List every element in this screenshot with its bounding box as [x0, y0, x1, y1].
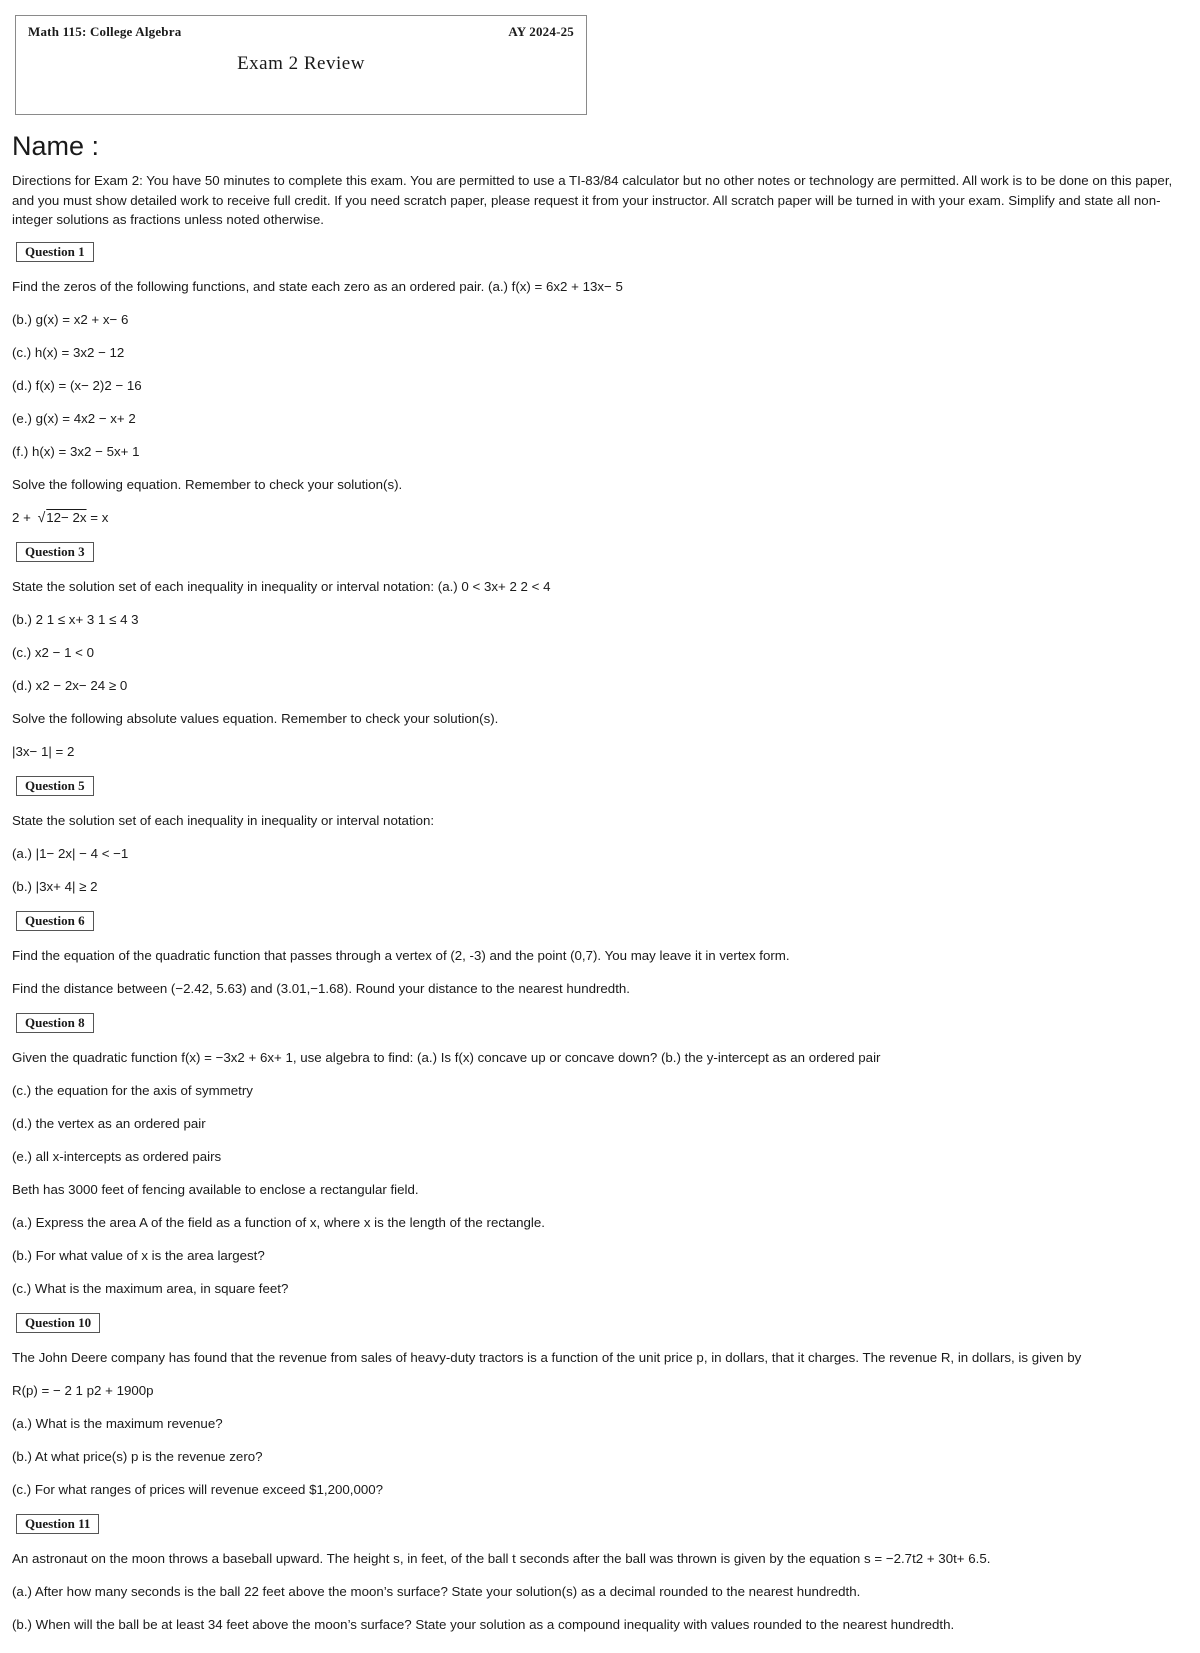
question-5-item-b: (b.) |3x+ 4| ≥ 2 — [12, 878, 98, 894]
question-8-label: Question 8 — [16, 1013, 94, 1033]
question-8-item-d: (d.) the vertex as an ordered pair — [12, 1115, 206, 1131]
equation-suffix: = x — [86, 509, 109, 525]
question-6-prompt: Find the equation of the quadratic function that passes through a vertex of (2, -3) and the point (0,7). You may leave it in vertex form. — [12, 947, 790, 963]
equation-prefix: 2 + — [12, 509, 35, 525]
question-1-label: Question 1 — [16, 242, 94, 262]
question-7-prompt: Find the distance between (−2.42, 5.63) and (3.01,−1.68). Round your distance to the nearest hundredth. — [12, 980, 630, 996]
question-5-label: Question 5 — [16, 776, 94, 796]
radicand: 12− 2x — [46, 509, 87, 525]
question-1-item-e: (e.) g(x) = 4x2 − x+ 2 — [12, 410, 136, 426]
question-9-item-b: (b.) For what value of x is the area largest? — [12, 1247, 265, 1263]
academic-year: AY 2024-25 — [508, 24, 574, 39]
square-root-icon: √ — [37, 508, 46, 525]
exam-content — [12, 171, 1192, 1649]
question-8-prompt: Given the quadratic function f(x) = −3x2 + 6x+ 1, use algebra to find: (a.) Is f(x) concave up or concave down? (b.) the y-intercept as an ordered pair — [12, 1049, 881, 1065]
question-2-equation — [12, 509, 1192, 526]
question-9-item-a: (a.) Express the area A of the field as a function of x, where x is the length of the rectangle. — [12, 1214, 545, 1230]
question-9-item-c: (c.) What is the maximum area, in square feet? — [12, 1280, 289, 1296]
question-5-item-a: (a.) |1− 2x| − 4 < −1 — [12, 845, 129, 861]
question-11-item-b: (b.) When will the ball be at least 34 feet above the moon’s surface? State your solution as a compound inequality with values rounded to the nearest hundredth. — [12, 1616, 955, 1632]
question-11-label: Question 11 — [16, 1514, 99, 1534]
question-3-item-c: (c.) x2 − 1 < 0 — [12, 644, 95, 660]
question-9-prompt: Beth has 3000 feet of fencing available to enclose a rectangular field. — [12, 1181, 419, 1197]
question-4-equation: |3x− 1| = 2 — [12, 743, 75, 759]
question-5-prompt: State the solution set of each inequality in inequality or interval notation: — [12, 812, 435, 828]
course-title: Math 115: College Algebra — [28, 24, 182, 39]
question-3-prompt: State the solution set of each inequality in inequality or interval notation: (a.) 0 < 3x+ 2 2 < 4 — [12, 578, 551, 594]
question-8-item-e: (e.) all x-intercepts as ordered pairs — [12, 1148, 222, 1164]
question-6-label: Question 6 — [16, 911, 94, 931]
question-3-label: Question 3 — [16, 542, 94, 562]
question-10-equation: R(p) = − 2 1 p2 + 1900p — [12, 1382, 154, 1398]
question-3-item-d: (d.) x2 − 2x− 24 ≥ 0 — [12, 677, 128, 693]
question-1-item-b: (b.) g(x) = x2 + x− 6 — [12, 311, 129, 327]
question-10-item-a: (a.) What is the maximum revenue? — [12, 1415, 223, 1431]
name-label: Name : — [12, 131, 100, 161]
question-3-item-b: (b.) 2 1 ≤ x+ 3 1 ≤ 4 3 — [12, 611, 139, 627]
exam-header-box — [15, 15, 587, 115]
question-2-prompt: Solve the following equation. Remember to check your solution(s). — [12, 476, 403, 492]
question-10-prompt: The John Deere company has found that the revenue from sales of heavy-duty tractors is a function of the unit price p, in dollars, that it charges. The revenue R, in dollars, is given by — [12, 1349, 1082, 1365]
question-8-item-c: (c.) the equation for the axis of symmetry — [12, 1082, 253, 1098]
exam-directions: Directions for Exam 2: You have 50 minutes to complete this exam. You are permitted to use a TI-83/84 calculator but no other notes or technology are permitted. All work is to be done on this paper, and you must show detailed work to receive full credit. If you need scratch paper, please request it from your instructor. All scratch paper will be turned in with your exam. Simplify and state all non-integer solutions as fractions unless noted otherwise. — [12, 173, 1173, 227]
question-1-prompt: Find the zeros of the following functions, and state each zero as an ordered pair. (a.) f(x) = 6x2 + 13x− 5 — [12, 278, 623, 294]
question-11-item-a: (a.) After how many seconds is the ball 22 feet above the moon’s surface? State your solution(s) as a decimal rounded to the nearest hundredth. — [12, 1583, 861, 1599]
question-10-item-b: (b.) At what price(s) p is the revenue zero? — [12, 1448, 263, 1464]
question-1-item-c: (c.) h(x) = 3x2 − 12 — [12, 344, 125, 360]
question-10-label: Question 10 — [16, 1313, 100, 1333]
question-11-prompt: An astronaut on the moon throws a baseball upward. The height s, in feet, of the ball t seconds after the ball was thrown is given by the equation s = −2.7t2 + 30t+ 6.5. — [12, 1550, 991, 1566]
exam-title: Exam 2 Review — [237, 53, 365, 74]
question-1-item-d: (d.) f(x) = (x− 2)2 − 16 — [12, 377, 142, 393]
question-4-prompt: Solve the following absolute values equation. Remember to check your solution(s). — [12, 710, 499, 726]
question-10-item-c: (c.) For what ranges of prices will revenue exceed $1,200,000? — [12, 1481, 384, 1497]
question-1-item-f: (f.) h(x) = 3x2 − 5x+ 1 — [12, 443, 140, 459]
